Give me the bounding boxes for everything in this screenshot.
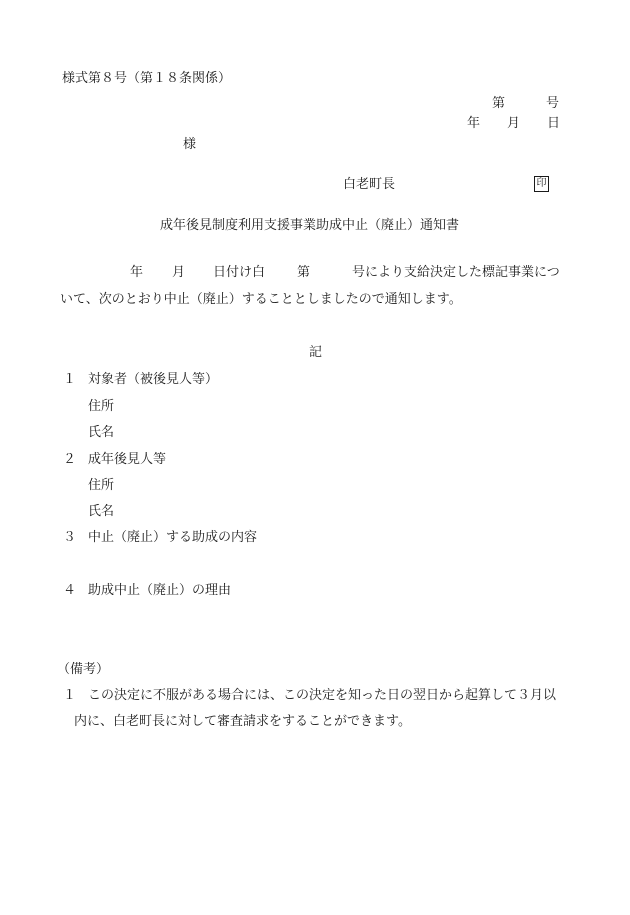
item-2-number: ２ xyxy=(63,452,77,467)
item-1-address: 住所 xyxy=(88,399,115,414)
body-year: 年 xyxy=(130,265,144,280)
addressee-suffix: 様 xyxy=(183,137,197,152)
item-1-number: １ xyxy=(63,372,77,387)
item-4-number: ４ xyxy=(63,583,77,598)
number-dai: 第 xyxy=(492,96,506,111)
document-title: 成年後見制度利用支援事業助成中止（廃止）通知書 xyxy=(160,218,460,233)
remarks-line2: 内に、白老町長に対して審査請求をすることができます。 xyxy=(74,714,411,729)
form-reference: 様式第８号（第１８条関係） xyxy=(62,71,232,86)
seal-mark: 印 xyxy=(534,176,549,192)
body-dated: 日付け白 xyxy=(213,265,266,280)
issuer-name: 白老町長 xyxy=(343,177,396,192)
date-day: 日 xyxy=(547,116,561,131)
remarks-line1: この決定に不服がある場合には、この決定を知った日の翌日から起算して３月以 xyxy=(88,688,557,703)
ki-heading: 記 xyxy=(309,345,323,360)
item-1-name: 氏名 xyxy=(88,425,115,440)
remarks-heading: （備考） xyxy=(57,662,110,677)
date-year: 年 xyxy=(467,116,481,131)
remarks-number: １ xyxy=(63,688,77,703)
item-2-address: 住所 xyxy=(88,478,115,493)
date-month: 月 xyxy=(507,116,521,131)
item-2-label: 成年後見人等 xyxy=(88,452,167,467)
body-line1-rest: 号により支給決定した標記事業につ xyxy=(352,265,560,280)
item-3-number: ３ xyxy=(63,530,77,545)
body-dai: 第 xyxy=(297,265,311,280)
item-3-label: 中止（廃止）する助成の内容 xyxy=(88,530,258,545)
item-2-name: 氏名 xyxy=(88,504,115,519)
item-4-label: 助成中止（廃止）の理由 xyxy=(88,583,232,598)
number-go: 号 xyxy=(546,96,560,111)
body-month: 月 xyxy=(172,265,186,280)
body-line2: いて、次のとおり中止（廃止）することとしましたので通知します。 xyxy=(60,292,462,307)
item-1-label: 対象者（被後見人等） xyxy=(88,372,219,387)
